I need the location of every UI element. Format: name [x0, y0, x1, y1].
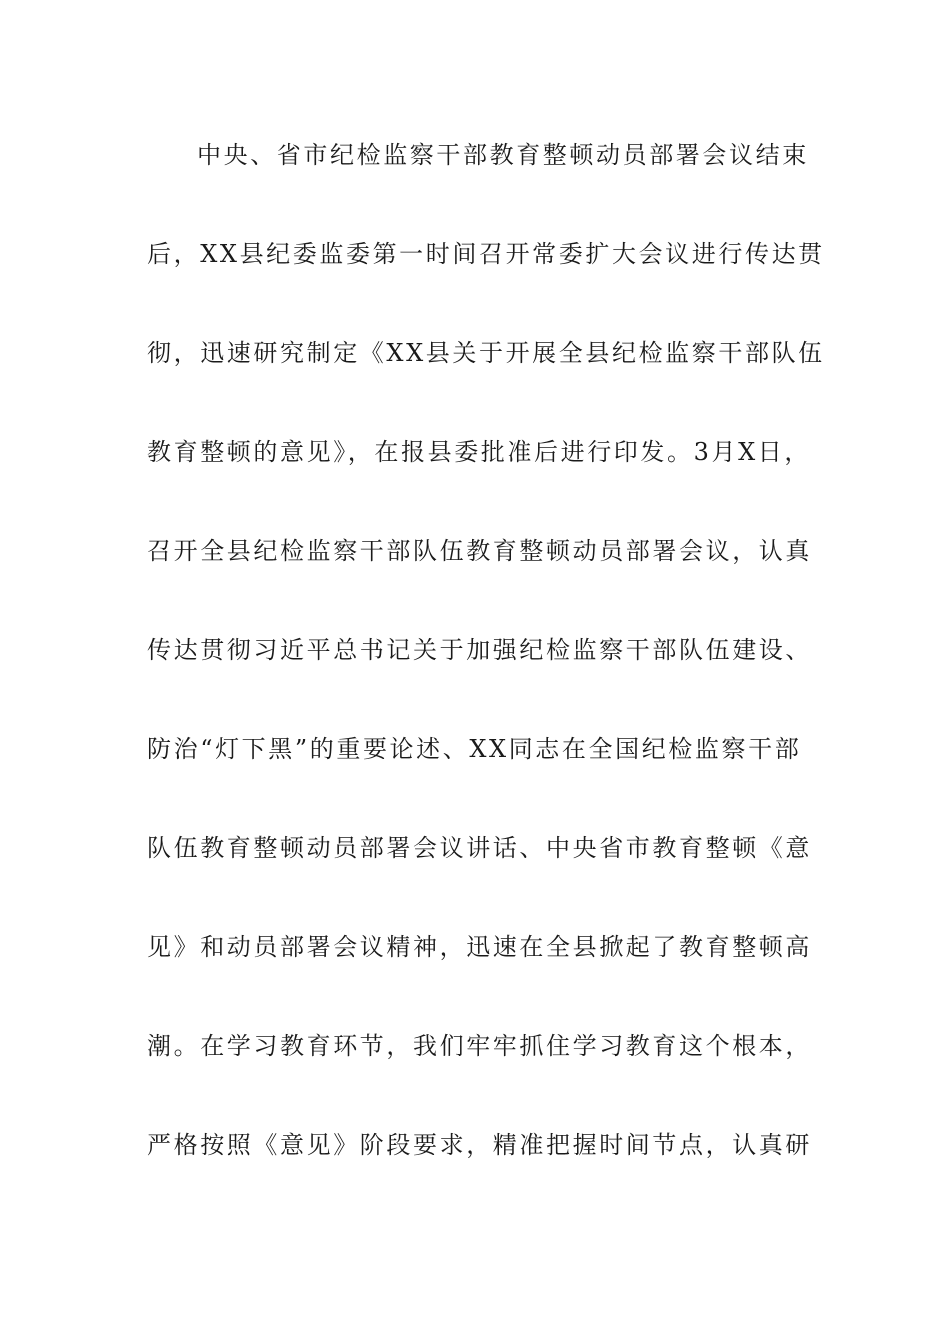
paragraph-line: 召开全县纪检监察干部队伍教育整顿动员部署会议，认真: [147, 537, 812, 565]
paragraph-line: 见》和动员部署会议精神，迅速在全县掀起了教育整顿高: [147, 933, 812, 961]
paragraph-line: 队伍教育整顿动员部署会议讲话、中央省市教育整顿《意: [147, 834, 812, 862]
body-paragraph: [147, 126, 825, 1215]
paragraph-line: 潮。在学习教育环节，我们牢牢抓住学习教育这个根本，: [147, 1032, 812, 1060]
paragraph-line: 彻，迅速研究制定《XX县关于开展全县纪检监察干部队伍: [147, 339, 825, 367]
paragraph-line: 后，XX县纪委监委第一时间召开常委扩大会议进行传达贯: [147, 240, 825, 268]
paragraph-line: 防治“灯下黑”的重要论述、XX同志在全国纪检监察干部: [147, 735, 802, 763]
paragraph-line: 教育整顿的意见》，在报县委批准后进行印发。3月X日，: [147, 438, 811, 466]
paragraph-line: 传达贯彻习近平总书记关于加强纪检监察干部队伍建设、: [147, 636, 812, 664]
paragraph-line: 中央、省市纪检监察干部教育整顿动员部署会议结束: [197, 141, 809, 169]
paragraph-line: 严格按照《意见》阶段要求，精准把握时间节点，认真研: [147, 1131, 812, 1159]
